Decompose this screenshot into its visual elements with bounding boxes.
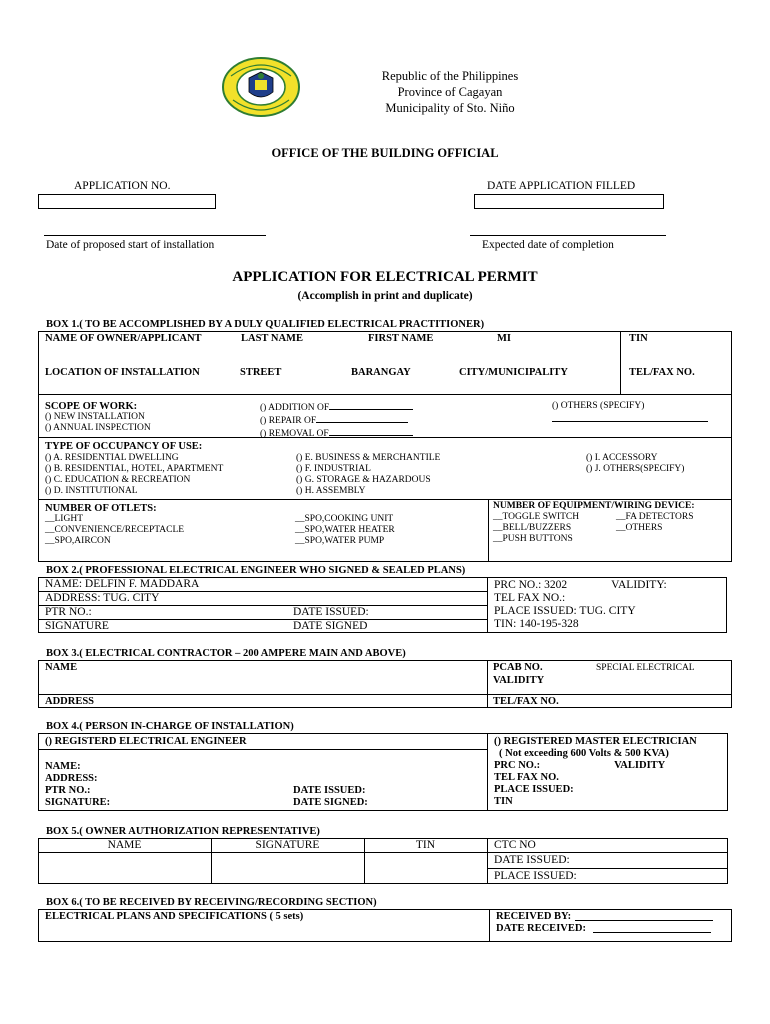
scope-removal[interactable]: () REMOVAL OF — [260, 427, 413, 440]
location-label: LOCATION OF INSTALLATION — [45, 367, 200, 378]
contractor-telfax-label: TEL/FAX NO. — [493, 696, 559, 707]
engineer-name: NAME: DELFIN F. MADDARA — [45, 578, 200, 590]
engineer-address: ADDRESS: TUG. CITY — [45, 592, 160, 604]
date-filled-label: DATE APPLICATION FILLED — [487, 180, 636, 192]
engineer-date-signed: DATE SIGNED — [293, 620, 368, 632]
date-filled-input[interactable] — [474, 194, 664, 209]
occupancy-col1 — [45, 453, 223, 497]
start-date-label: Date of proposed start of installation — [46, 239, 215, 251]
city-label: CITY/MUNICIPALITY — [459, 367, 568, 378]
installer-address-label: ADDRESS: — [45, 773, 98, 784]
equip-fa-detectors[interactable]: __FA DETECTORS — [616, 512, 694, 522]
office-title: OFFICE OF THE BUILDING OFFICIAL — [271, 146, 499, 160]
ctc-label: CTC NO — [494, 839, 536, 851]
engineer-credentials — [494, 579, 667, 631]
equip-toggle-switch[interactable]: __TOGGLE SWITCH — [493, 512, 580, 522]
start-date-line[interactable] — [44, 235, 266, 236]
exceeding-note: ( Not exceeding 600 Volts & 500 KVA) — [499, 748, 669, 759]
occupancy-j[interactable]: () J. OTHERS(SPECIFY) — [586, 464, 685, 474]
representative-name-label: NAME — [107, 839, 142, 851]
occupancy-i[interactable]: () I. ACCESSORY — [586, 453, 658, 463]
scope-annual-inspection[interactable]: () ANNUAL INSPECTION — [45, 423, 151, 433]
occupancy-b[interactable]: () B. RESIDENTIAL, HOTEL, APARTMENT — [45, 464, 224, 474]
occupancy-f[interactable]: () F. INDUSTRIAL — [296, 464, 371, 474]
outlet-light[interactable]: __LIGHT — [45, 514, 83, 524]
ctc-date-issued-label: DATE ISSUED: — [494, 854, 570, 866]
representative-signature-label: SIGNATURE — [255, 839, 320, 851]
application-no-input[interactable] — [38, 194, 216, 209]
owner-label: NAME OF OWNER/APPLICANT — [45, 333, 202, 344]
installer-signature-label: SIGNATURE: — [45, 797, 111, 808]
registered-engineer-option[interactable]: () REGISTERD ELECTRICAL ENGINEER — [45, 736, 247, 747]
engineer-telfax: TEL FAX NO.: — [494, 592, 566, 604]
telfax-label: TEL/FAX NO. — [629, 367, 695, 378]
outlet-convenience[interactable]: __CONVENIENCE/RECEPTACLE — [45, 525, 185, 535]
installer-ptr-label: PTR NO.: — [45, 785, 91, 796]
engineer-place-issued: PLACE ISSUED: TUG. CITY — [494, 605, 636, 617]
occupancy-h[interactable]: () H. ASSEMBLY — [296, 486, 366, 496]
plans-specs-label: ELECTRICAL PLANS AND SPECIFICATIONS ( 5 sets) — [45, 911, 304, 922]
engineer-tin: TIN: 140-195-328 — [494, 618, 579, 630]
application-no-label: APPLICATION NO. — [74, 180, 171, 192]
installer-right-fields — [494, 736, 697, 808]
engineer-ptr: PTR NO.: — [45, 606, 92, 618]
ctc-place-issued-label: PLACE ISSUED: — [494, 870, 577, 882]
street-label: STREET — [240, 367, 282, 378]
header-line-1: Republic of the Philippines — [381, 69, 519, 83]
outlet-water-heater[interactable]: __SPO,WATER HEATER — [295, 525, 395, 535]
occupancy-col3 — [586, 453, 684, 475]
scope-new-installation[interactable]: () NEW INSTALLATION — [45, 412, 145, 422]
municipal-seal — [221, 56, 301, 118]
scope-repair[interactable]: () REPAIR OF — [260, 414, 413, 427]
date-received-label: DATE RECEIVED: — [496, 923, 586, 934]
received-by-line[interactable] — [575, 920, 713, 921]
tin-label: TIN — [629, 333, 648, 344]
engineer-signature: SIGNATURE — [45, 620, 109, 632]
box1-heading: BOX 1.( TO BE ACCOMPLISHED BY A DULY QUALIFIED ELECTRICAL PRACTITIONER) — [46, 319, 485, 330]
outlets-col2 — [295, 514, 395, 547]
installer-name-label: NAME: — [45, 761, 81, 772]
master-electrician-option[interactable]: () REGISTERED MASTER ELECTRICIAN — [494, 736, 697, 747]
form-subtitle: (Accomplish in print and duplicate) — [297, 290, 473, 302]
representative-tin-label: TIN — [415, 839, 436, 851]
barangay-label: BARANGAY — [351, 367, 411, 378]
contractor-name-label: NAME — [45, 662, 78, 673]
equip-push-buttons[interactable]: __PUSH BUTTONS — [493, 534, 573, 544]
outlet-water-pump[interactable]: __SPO,WATER PUMP — [295, 536, 385, 546]
occupancy-d[interactable]: () D. INSTITUTIONAL — [45, 486, 138, 496]
scope-addition[interactable]: () ADDITION OF — [260, 401, 413, 414]
completion-date-line[interactable] — [470, 235, 666, 236]
occupancy-col2 — [296, 453, 440, 497]
contractor-validity-label: VALIDITY — [493, 675, 545, 686]
scope-col1 — [45, 412, 151, 434]
date-received-line[interactable] — [593, 932, 711, 933]
equipment-col2 — [616, 512, 694, 534]
box5-heading: BOX 5.( OWNER AUTHORIZATION REPRESENTATIVE) — [46, 826, 320, 837]
occupancy-e[interactable]: () E. BUSINESS & MERCHANTILE — [296, 453, 441, 463]
equipment-label: NUMBER OF EQUIPMENT/WIRING DEVICE: — [493, 501, 695, 511]
scope-others-label: () OTHERS (SPECIFY) — [552, 401, 645, 411]
installer-left-fields — [45, 761, 110, 809]
last-name-label: LAST NAME — [241, 333, 303, 344]
scope-others[interactable] — [552, 401, 644, 412]
equip-others[interactable]: __OTHERS — [616, 523, 663, 533]
box3-heading: BOX 3.( ELECTRICAL CONTRACTOR – 200 AMPERE MAIN AND ABOVE) — [46, 648, 406, 659]
installer-tin-label: TIN — [494, 796, 513, 807]
outlet-aircon[interactable]: __SPO,AIRCON — [45, 536, 111, 546]
installer-validity-label: VALIDITY — [614, 760, 666, 771]
engineer-prc: PRC NO.: 3202 — [494, 579, 568, 591]
mi-label: MI — [497, 333, 511, 344]
engineer-validity: VALIDITY: — [611, 579, 667, 591]
first-name-label: FIRST NAME — [368, 333, 434, 344]
pcab-label: PCAB NO. — [493, 662, 543, 673]
scope-others-line[interactable] — [552, 421, 708, 422]
occupancy-g[interactable]: () G. STORAGE & HAZARDOUS — [296, 475, 431, 485]
special-electrical-label: SPECIAL ELECTRICAL — [596, 663, 695, 673]
installer-telfax-label: TEL FAX NO. — [494, 772, 559, 783]
header-line-3: Municipality of Sto. Niño — [385, 101, 515, 115]
contractor-address-label: ADDRESS — [45, 696, 95, 707]
completion-date-label: Expected date of completion — [482, 239, 614, 251]
occupancy-c[interactable]: () C. EDUCATION & RECREATION — [45, 475, 191, 485]
engineer-date-issued: DATE ISSUED: — [293, 606, 369, 618]
scope-label: SCOPE OF WORK: — [45, 401, 138, 412]
occupancy-label: TYPE OF OCCUPANCY OF USE: — [45, 441, 203, 452]
scope-col2 — [260, 401, 413, 440]
equip-bell-buzzers[interactable]: __BELL/BUZZERS — [493, 523, 572, 533]
outlets-col1 — [45, 514, 184, 547]
outlets-label: NUMBER OF OTLETS: — [45, 503, 157, 514]
box2-heading: BOX 2.( PROFESSIONAL ELECTRICAL ENGINEER WHO SIGNED & SEALED PLANS) — [46, 565, 466, 576]
installer-place-issued-label: PLACE ISSUED: — [494, 784, 574, 795]
header-line-2: Province of Cagayan — [397, 85, 503, 99]
form-title: APPLICATION FOR ELECTRICAL PERMIT — [232, 269, 538, 285]
box4-heading: BOX 4.( PERSON IN-CHARGE OF INSTALLATION) — [46, 721, 294, 732]
occupancy-a[interactable]: () A. RESIDENTIAL DWELLING — [45, 453, 179, 463]
outlet-cooking[interactable]: __SPO,COOKING UNIT — [295, 514, 394, 524]
republic-header — [300, 68, 600, 116]
installer-date-signed-label: DATE SIGNED: — [293, 797, 368, 808]
installer-prc-label: PRC NO.: — [494, 760, 541, 771]
installer-date-issued-label: DATE ISSUED: — [293, 785, 366, 796]
equipment-col1 — [493, 512, 579, 545]
box6-heading: BOX 6.( TO BE RECEIVED BY RECEIVING/RECORDING SECTION) — [46, 897, 377, 908]
received-by-label: RECEIVED BY: — [496, 911, 572, 922]
